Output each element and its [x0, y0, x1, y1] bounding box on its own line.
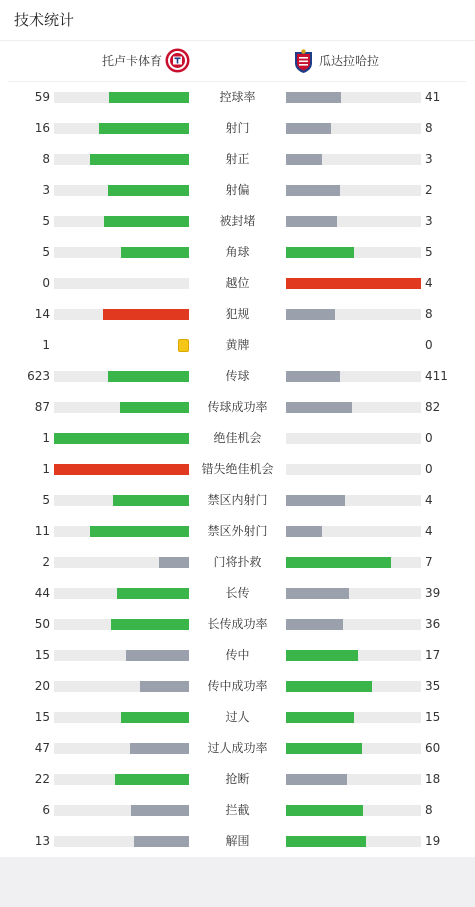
away-stat-bar-track: [286, 216, 421, 227]
stat-label: 过人成功率: [207, 741, 268, 755]
stat-label: 错失绝佳机会: [201, 462, 274, 476]
home-stat-bar-track: [54, 650, 189, 661]
away-stat-bar-track: [286, 371, 421, 382]
away-stat-bar: [286, 216, 337, 227]
home-stat-bar: [103, 309, 189, 320]
stat-row: [0, 299, 475, 330]
stat-row: [0, 640, 475, 671]
away-stat-value: 17: [425, 648, 441, 662]
away-stat-bar-track: [286, 185, 421, 196]
home-stat-value: 59: [34, 90, 50, 104]
home-stat-bar-track: [54, 743, 189, 754]
away-stat-bar-track: [286, 309, 421, 320]
stat-label: 拦截: [225, 803, 250, 817]
stat-label: 长传成功率: [207, 617, 268, 631]
home-stat-bar-track: [54, 216, 189, 227]
home-stat-bar: [130, 743, 189, 754]
away-stat-bar: [286, 743, 362, 754]
away-stat-bar: [286, 526, 322, 537]
home-stat-bar-track: [54, 464, 189, 475]
away-stat-bar: [286, 619, 343, 630]
away-stat-value: 19: [425, 834, 441, 848]
home-stat-bar-track: [54, 712, 189, 723]
home-stat-bar: [108, 185, 189, 196]
home-stat-bar-track: [54, 526, 189, 537]
home-stat-bar-track: [54, 92, 189, 103]
home-stat-value: 13: [34, 834, 50, 848]
stat-label: 控球率: [219, 90, 256, 104]
away-stat-bar: [286, 402, 352, 413]
home-stat-bar-track: [54, 619, 189, 630]
home-stat-value: 2: [42, 555, 50, 569]
away-stat-value: 82: [425, 400, 441, 414]
away-stat-bar-track: [286, 774, 421, 785]
away-stat-value: 18: [425, 772, 441, 786]
away-stat-bar-track: [286, 743, 421, 754]
home-stat-bar: [121, 712, 189, 723]
stat-label: 射偏: [225, 183, 250, 197]
stat-label: 传球成功率: [207, 400, 268, 414]
stat-label: 传球: [225, 369, 250, 383]
stat-label: 绝佳机会: [213, 431, 262, 445]
home-stat-bar: [126, 650, 189, 661]
home-stat-bar-track: [54, 433, 189, 444]
yellow-card-icon: [178, 339, 189, 352]
home-stat-value: 5: [42, 493, 50, 507]
home-stat-bar: [120, 402, 189, 413]
home-stat-value: 44: [34, 586, 50, 600]
home-stat-bar: [115, 774, 189, 785]
home-team-logo: [165, 48, 190, 73]
away-stat-bar-track: [286, 433, 421, 444]
header-divider: [0, 40, 475, 41]
away-team-name: 瓜达拉哈拉: [319, 54, 380, 68]
stat-label: 射门: [225, 121, 250, 135]
stat-label: 长传: [225, 586, 250, 600]
away-stat-bar: [286, 495, 345, 506]
home-stat-bar-track: [54, 185, 189, 196]
away-stat-bar: [286, 92, 341, 103]
home-stat-value: 16: [34, 121, 50, 135]
away-stat-bar-track: [286, 123, 421, 134]
home-stat-bar: [104, 216, 189, 227]
stat-row: [0, 795, 475, 826]
page-title: 技术统计: [14, 11, 75, 29]
away-stat-bar: [286, 650, 358, 661]
stat-row: [0, 826, 475, 857]
away-stat-bar-track: [286, 650, 421, 661]
home-stat-bar-track: [54, 805, 189, 816]
stat-row: [0, 361, 475, 392]
stat-label: 犯规: [225, 307, 250, 321]
home-stat-bar: [108, 371, 189, 382]
team-header: [0, 44, 475, 78]
stat-label: 角球: [225, 245, 250, 259]
home-stat-bar: [99, 123, 189, 134]
home-stat-value: 22: [34, 772, 50, 786]
stat-label: 过人: [225, 710, 250, 724]
away-stat-value: 3: [425, 152, 433, 166]
away-stat-bar-track: [286, 712, 421, 723]
stat-row: [0, 330, 475, 361]
stat-row: [0, 144, 475, 175]
away-stat-bar-track: [286, 464, 421, 475]
stat-row: [0, 423, 475, 454]
away-stat-bar-track: [286, 526, 421, 537]
home-stat-value: 47: [34, 741, 50, 755]
away-stat-bar: [286, 588, 349, 599]
away-stat-value: 4: [425, 524, 433, 538]
home-stat-bar-track: [54, 495, 189, 506]
stat-row: [0, 113, 475, 144]
home-stat-bar: [121, 247, 189, 258]
away-stat-bar: [286, 681, 372, 692]
home-stat-bar: [54, 433, 189, 444]
away-stat-bar: [286, 247, 354, 258]
home-stat-bar: [90, 154, 189, 165]
stat-row: [0, 454, 475, 485]
away-stat-bar-track: [286, 92, 421, 103]
stat-label: 传中: [225, 648, 250, 662]
away-stat-bar-track: [286, 402, 421, 413]
home-stat-value: 15: [34, 710, 50, 724]
stat-row: [0, 547, 475, 578]
home-stat-value: 5: [42, 245, 50, 259]
away-stat-bar: [286, 309, 335, 320]
away-stat-value: 4: [425, 276, 433, 290]
home-stat-value: 87: [34, 400, 50, 414]
away-stat-bar-track: [286, 495, 421, 506]
home-stat-bar-track: [54, 154, 189, 165]
home-stat-value: 5: [42, 214, 50, 228]
home-stat-bar-track: [54, 402, 189, 413]
stat-label: 禁区外射门: [207, 524, 268, 538]
away-stat-value: 2: [425, 183, 433, 197]
away-stat-value: 0: [425, 431, 433, 445]
stat-row: [0, 609, 475, 640]
stat-row: [0, 578, 475, 609]
away-stat-bar-track: [286, 557, 421, 568]
away-stat-value: 39: [425, 586, 441, 600]
away-stat-bar: [286, 278, 421, 289]
home-stat-bar: [131, 805, 189, 816]
home-stat-bar: [134, 836, 189, 847]
home-stat-value: 15: [34, 648, 50, 662]
stat-label: 禁区内射门: [207, 493, 268, 507]
home-stat-bar-track: [54, 557, 189, 568]
home-stat-bar: [159, 557, 189, 568]
home-stat-value: 3: [42, 183, 50, 197]
stat-label: 射正: [225, 152, 250, 166]
away-stat-value: 8: [425, 307, 433, 321]
stat-row: [0, 702, 475, 733]
stat-row: [0, 175, 475, 206]
home-stat-bar-track: [54, 123, 189, 134]
home-stat-bar-track: [54, 836, 189, 847]
home-stat-bar: [111, 619, 189, 630]
home-stat-bar: [109, 92, 189, 103]
away-stat-bar: [286, 712, 354, 723]
home-team-name: 托卢卡体育: [101, 54, 162, 68]
home-stat-bar: [90, 526, 189, 537]
away-stat-value: 60: [425, 741, 441, 755]
away-stat-bar: [286, 557, 391, 568]
away-stat-bar-track: [286, 247, 421, 258]
away-stat-value: 5: [425, 245, 433, 259]
away-stat-value: 4: [425, 493, 433, 507]
away-stat-bar-track: [286, 805, 421, 816]
stat-label: 传中成功率: [207, 679, 268, 693]
home-stat-bar-track: [54, 371, 189, 382]
away-stat-bar: [286, 805, 363, 816]
stat-label: 门将扑救: [213, 555, 262, 569]
stat-row: [0, 237, 475, 268]
home-stat-bar: [117, 588, 189, 599]
home-stat-value: 14: [34, 307, 50, 321]
away-stat-value: 411: [425, 369, 448, 383]
stat-label: 被封堵: [219, 214, 256, 228]
home-stat-value: 1: [42, 431, 50, 445]
away-stat-bar: [286, 185, 340, 196]
home-stat-bar: [113, 495, 189, 506]
home-stat-value: 50: [34, 617, 50, 631]
home-stat-bar-track: [54, 247, 189, 258]
away-stat-bar: [286, 154, 322, 165]
away-team-logo: [293, 49, 314, 74]
away-stat-bar-track: [286, 681, 421, 692]
away-stat-value: 15: [425, 710, 441, 724]
home-stat-value: 1: [42, 338, 50, 352]
home-stat-bar-track: [54, 774, 189, 785]
home-stat-bar-track: [54, 278, 189, 289]
home-stat-value: 8: [42, 152, 50, 166]
stat-label: 黄牌: [225, 338, 250, 352]
stat-row: [0, 82, 475, 113]
away-stat-bar-track: [286, 278, 421, 289]
away-stat-bar-track: [286, 154, 421, 165]
away-stat-value: 8: [425, 121, 433, 135]
away-stat-bar: [286, 836, 366, 847]
stat-row: [0, 516, 475, 547]
away-stat-bar: [286, 774, 347, 785]
home-stat-value: 623: [27, 369, 50, 383]
home-stat-value: 20: [34, 679, 50, 693]
stat-label: 抢断: [225, 772, 250, 786]
away-stat-value: 8: [425, 803, 433, 817]
home-stat-bar-track: [54, 681, 189, 692]
home-stat-value: 11: [34, 524, 50, 538]
away-stat-value: 0: [425, 338, 433, 352]
stat-row: [0, 485, 475, 516]
stat-row: [0, 671, 475, 702]
home-stat-value: 6: [42, 803, 50, 817]
stat-label: 解围: [225, 834, 250, 848]
home-stat-bar-track: [54, 588, 189, 599]
away-stat-value: 41: [425, 90, 441, 104]
home-stat-value: 1: [42, 462, 50, 476]
away-stat-bar-track: [286, 836, 421, 847]
away-stat-bar: [286, 371, 340, 382]
away-stat-value: 7: [425, 555, 433, 569]
away-stat-bar: [286, 123, 331, 134]
away-stat-bar-track: [286, 588, 421, 599]
stat-label: 越位: [225, 276, 250, 290]
home-stat-bar: [54, 464, 189, 475]
stat-row: [0, 733, 475, 764]
stat-row: [0, 764, 475, 795]
stat-row: [0, 392, 475, 423]
stat-row: [0, 268, 475, 299]
away-stat-value: 35: [425, 679, 441, 693]
home-stat-bar: [140, 681, 189, 692]
away-stat-value: 36: [425, 617, 441, 631]
away-stat-value: 0: [425, 462, 433, 476]
stat-row: [0, 206, 475, 237]
away-stat-bar-track: [286, 619, 421, 630]
away-stat-value: 3: [425, 214, 433, 228]
home-stat-value: 0: [42, 276, 50, 290]
home-stat-bar-track: [54, 309, 189, 320]
